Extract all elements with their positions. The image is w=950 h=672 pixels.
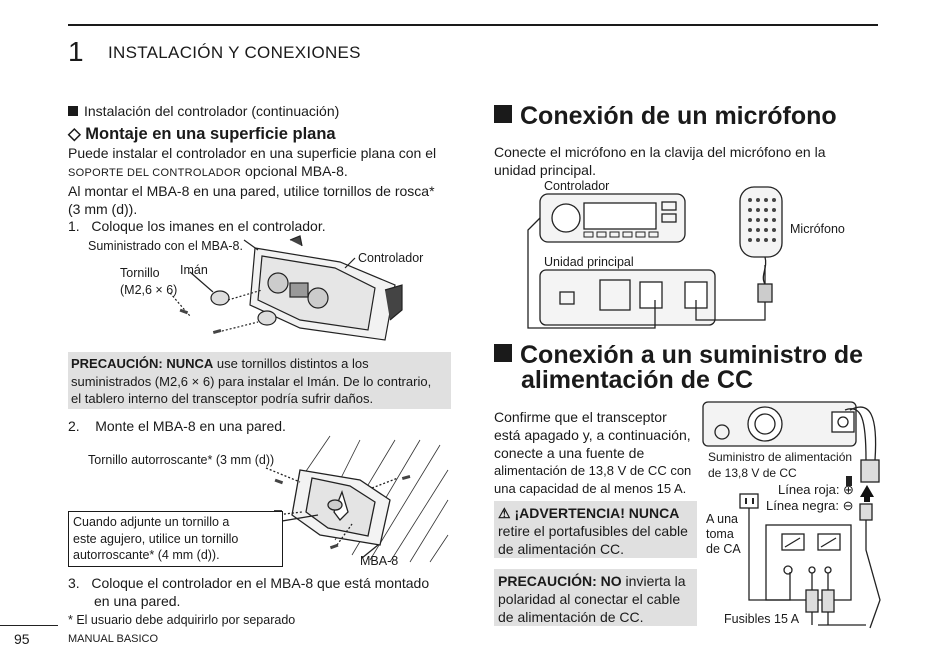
note-line: autorroscante* (4 mm (d)). <box>73 548 220 562</box>
diamond-icon: ◇ <box>68 125 86 143</box>
fig2-mba8-label: MBA-8 <box>360 554 399 568</box>
footnote: * El usuario debe adquirirlo por separado <box>68 613 296 627</box>
caution-line: PRECAUCIÓN: NO invierta la <box>498 573 686 589</box>
caution-line: suministrados (M2,6 × 6) para instalar el Imán. De lo contrario, <box>71 373 432 389</box>
mic-text-line: Conecte el micrófono en la clavija del micrófono en la <box>494 144 826 160</box>
footer-rule <box>0 625 58 626</box>
intro-line: (3 mm (d)). <box>68 201 138 217</box>
step-3-line: en una pared. <box>94 593 181 609</box>
step-2: 2. Monte el MBA-8 en una pared. <box>68 418 286 434</box>
outlet-line: A una <box>706 512 738 526</box>
dc-text-line: está apagado y, a continuación, <box>494 427 691 443</box>
arrow-up-icon <box>860 485 874 502</box>
note-line: Cuando adjunte un tornillo a <box>73 515 230 529</box>
fig1-controller-label: Controlador <box>358 251 424 265</box>
fig2-self-tap-label: Tornillo autorroscante* (3 mm (d)) <box>88 453 275 467</box>
caution-line: el tablero interno del transceptor podría sufrir daños. <box>71 391 374 406</box>
intro-line: Puede instalar el controlador en una superficie plana con el <box>68 145 437 161</box>
dc-fig-black-label: Línea negra: ⊖ <box>766 498 854 513</box>
mic-fig-controller-label: Controlador <box>544 179 610 193</box>
subheading: ◇ Montaje en una superficie plana <box>68 125 336 143</box>
dc-text-line: alimentación de 13,8 V de CC con <box>494 463 692 478</box>
mic-text-line: unidad principal. <box>494 162 596 178</box>
fig1-magnet-label: Imán <box>180 263 208 277</box>
mic-fig-main-unit-label: Unidad principal <box>544 255 634 269</box>
supply-line: Suministro de alimentación <box>708 450 853 464</box>
dc-fig-fuses-label: Fusibles 15 A <box>724 612 800 626</box>
caution-line: polaridad al conectar el cable <box>498 591 681 607</box>
section-heading: Instalación del controlador (continuación) <box>68 102 339 120</box>
step-3-line: 3. Coloque el controlador en el MBA-8 que está montado <box>68 575 430 591</box>
warning-line: de alimentación CC. <box>498 541 625 557</box>
dc-heading-line: Conexión a un suministro de <box>494 343 863 368</box>
dc-text-line: conecte a una fuente de <box>494 445 645 461</box>
outlet-line: de CA <box>706 542 741 556</box>
mic-heading: Conexión de un micrófono <box>494 104 837 129</box>
chapter-title: INSTALACIÓN Y CONEXIONES <box>108 43 361 62</box>
note-line: este agujero, utilice un tornillo <box>73 531 239 546</box>
supply-line: de 13,8 V de CC <box>708 466 797 480</box>
fig1-supplied-label: Suministrado con el MBA-8. <box>88 239 243 253</box>
dc-fig-supply-label <box>708 449 852 481</box>
page-number: 95 <box>14 631 30 647</box>
manual-name: MANUAL BASICO <box>68 633 159 645</box>
intro-line: SOPORTE DEL CONTROLADOR opcional MBA-8. <box>68 163 348 179</box>
fig1-screw-label: Tornillo <box>120 266 160 280</box>
mic-fig-microphone-label: Micrófono <box>790 222 845 236</box>
dc-text-line: Confirme que el transceptor <box>494 409 667 425</box>
dc-fig-outlet-label <box>706 512 741 557</box>
step-1: 1. Coloque los imanes en el controlador. <box>68 218 326 234</box>
caution-line: de alimentación de CC. <box>498 609 644 625</box>
caution-line: PRECAUCIÓN: NUNCA use tornillos distintos a los <box>71 356 369 371</box>
intro-line: Al montar el MBA-8 en una pared, utilice tornillos de rosca* <box>68 183 435 199</box>
chapter-number: 1 <box>68 36 84 67</box>
warning-title: ⚠ ¡ADVERTENCIA! NUNCA <box>498 505 680 521</box>
outlet-line: toma <box>706 527 734 541</box>
dc-heading-line: alimentación de CC <box>521 366 753 394</box>
fig1-screw-size-label: (M2,6 × 6) <box>120 283 178 297</box>
dc-fig-red-label: Línea roja: ⊕ <box>778 482 854 497</box>
warning-line: retire el portafusibles del cable <box>498 523 688 539</box>
dc-text-line: una capacidad de al menos 15 A. <box>494 481 687 496</box>
